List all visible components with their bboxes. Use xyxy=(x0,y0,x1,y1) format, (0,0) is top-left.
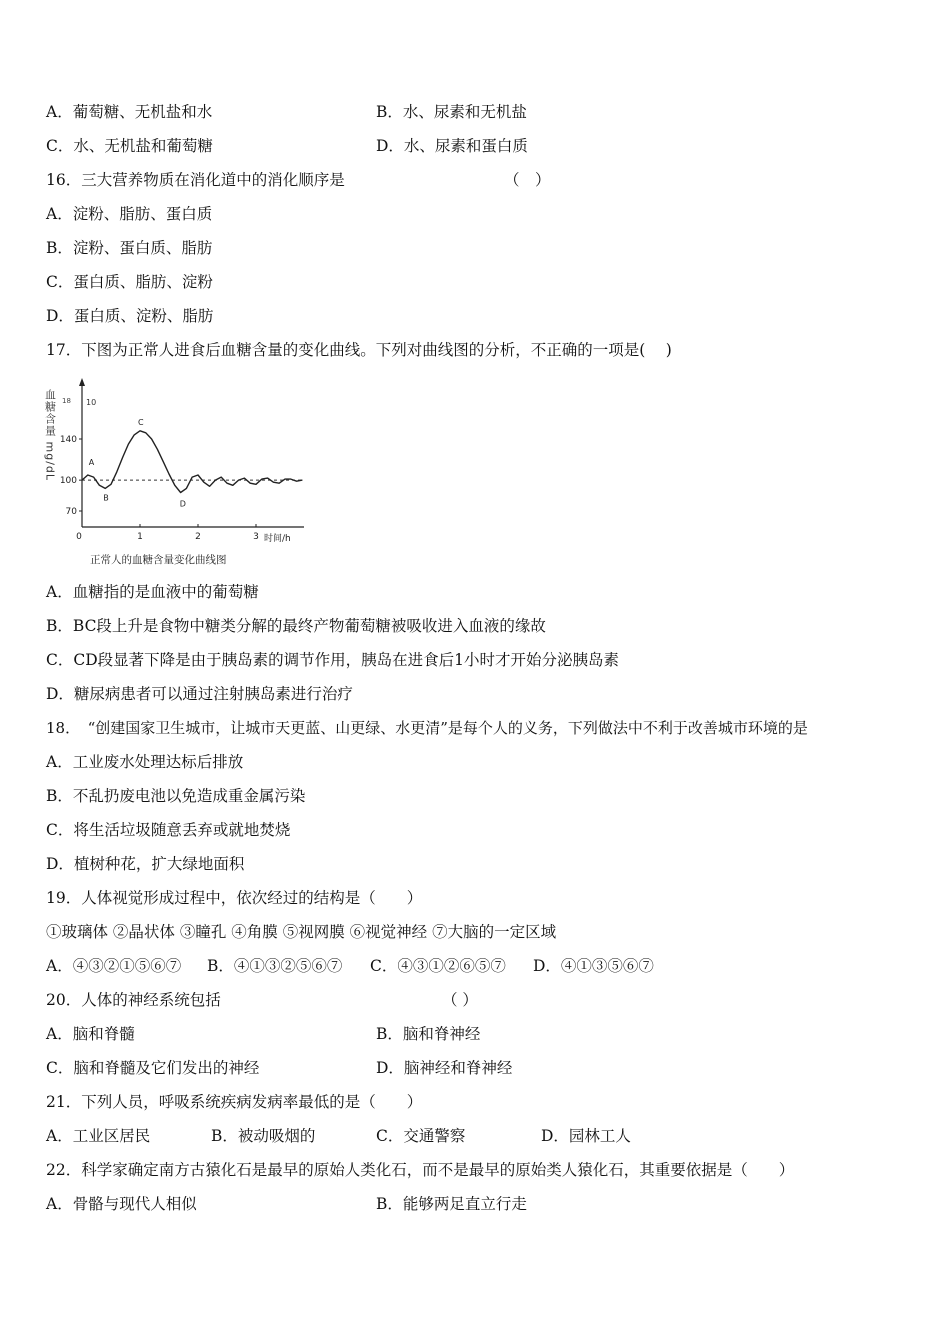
chart-x-tick-label: 0 xyxy=(76,532,82,542)
chart-point-label: B xyxy=(103,493,109,503)
q15-option-d: D．水、尿素和蛋白质 xyxy=(376,137,528,155)
q18-stem: 18． “创建国家卫生城市，让城市天更蓝、山更绿、水更清”是每个人的义务，下列做法中不利于改善城市环境的是 xyxy=(46,719,808,737)
q17-option-b: B．BC段上升是食物中糖类分解的最终产物葡萄糖被吸收进入血液的缘故 xyxy=(46,617,546,635)
q16-answer-paren: （ ） xyxy=(504,171,551,189)
chart-title: 正常人的血糖含量变化曲线图 xyxy=(90,554,227,566)
blood-glucose-chart xyxy=(42,375,312,570)
q20-answer-paren: （ ） xyxy=(442,991,478,1009)
chart-x-tick-label: 1 xyxy=(137,532,143,542)
q20-option-d: D．脑神经和脊神经 xyxy=(376,1059,513,1077)
q18-option-d: D．植树种花，扩大绿地面积 xyxy=(46,855,245,873)
q18-option-b: B．不乱扔废电池以免造成重金属污染 xyxy=(46,787,306,805)
q17-option-a: A．血糖指的是血液中的葡萄糖 xyxy=(46,583,259,601)
q17-stem: 17．下图为正常人进食后血糖含量的变化曲线。下列对曲线图的分析，不正确的一项是( ) xyxy=(46,341,672,359)
q19-option-b: B．④①③②⑤⑥⑦ xyxy=(207,957,343,975)
chart-xlabel: 时间/h xyxy=(264,534,291,544)
chart-y-tick-label: 140 xyxy=(59,435,77,445)
q17-option-d: D．糖尿病患者可以通过注射胰岛素进行治疗 xyxy=(46,685,353,703)
q20-option-b: B．脑和脊神经 xyxy=(376,1025,481,1043)
chart-y-tick-label: 70 xyxy=(65,507,77,517)
q19-option-c: C．④③①②⑥⑤⑦ xyxy=(370,957,506,975)
chart-y-side-digits: 18 xyxy=(62,397,71,405)
q16-option-b: B．淀粉、蛋白质、脂肪 xyxy=(46,239,213,257)
q22-option-a: A．骨骼与现代人相似 xyxy=(46,1195,197,1213)
q20-option-a: A．脑和脊髓 xyxy=(46,1025,135,1043)
chart-y-top-label: 10 xyxy=(86,398,97,407)
q22-option-b: B．能够两足直立行走 xyxy=(376,1195,527,1213)
chart-y-tick-label: 100 xyxy=(59,476,77,487)
q19-stem: 19．人体视觉形成过程中，依次经过的结构是（ ） xyxy=(46,889,423,907)
chart-point-label: C xyxy=(138,417,144,427)
q17-option-c: C．CD段显著下降是由于胰岛素的调节作用，胰岛在进食后1小时才开始分泌胰岛素 xyxy=(46,651,620,669)
q21-option-a: A．工业区居民 xyxy=(46,1127,151,1145)
q21-option-b: B．被动吸烟的 xyxy=(211,1127,316,1145)
q19-structure-list: ①玻璃体 ②晶状体 ③瞳孔 ④角膜 ⑤视网膜 ⑥视觉神经 ⑦大脑的一定区域 xyxy=(46,923,557,941)
q21-option-c: C．交通警察 xyxy=(376,1127,466,1145)
q20-stem: 20．人体的神经系统包括 xyxy=(46,991,221,1009)
chart-point-label: D xyxy=(179,499,186,509)
q18-option-c: C．将生活垃圾随意丢弃或就地焚烧 xyxy=(46,821,291,839)
q16-option-c: C．蛋白质、脂肪、淀粉 xyxy=(46,273,213,291)
q19-option-a: A．④③②①⑤⑥⑦ xyxy=(46,957,182,975)
q16-option-d: D．蛋白质、淀粉、脂肪 xyxy=(46,307,214,325)
chart-x-tick-label: 2 xyxy=(195,532,201,542)
q15-option-c: C．水、无机盐和葡萄糖 xyxy=(46,137,213,155)
q15-option-a: A．葡萄糖、无机盐和水 xyxy=(46,103,213,121)
q20-option-c: C．脑和脊髓及它们发出的神经 xyxy=(46,1059,260,1077)
q19-option-d: D．④①③⑤⑥⑦ xyxy=(533,957,654,975)
chart-ylabel: 血糖含量 mg/dL xyxy=(43,389,57,482)
q21-stem: 21．下列人员，呼吸系统疾病发病率最低的是（ ） xyxy=(46,1093,423,1111)
chart-y-axis-arrow xyxy=(79,378,85,386)
chart-point-label: A xyxy=(88,458,95,467)
q22-stem: 22．科学家确定南方古猿化石是最早的原始人类化石，而不是最早的原始类人猿化石，其重要依据是（ ） xyxy=(46,1161,795,1179)
q18-option-a: A．工业废水处理达标后排放 xyxy=(46,753,244,771)
q15-option-b: B．水、尿素和无机盐 xyxy=(376,103,527,121)
chart-x-tick-label: 3 xyxy=(253,532,259,542)
chart-series-line xyxy=(82,431,302,493)
q16-option-a: A．淀粉、脂肪、蛋白质 xyxy=(46,205,213,223)
q16-stem: 16．三大营养物质在消化道中的消化顺序是 xyxy=(46,171,345,189)
q21-option-d: D．园林工人 xyxy=(541,1127,631,1145)
